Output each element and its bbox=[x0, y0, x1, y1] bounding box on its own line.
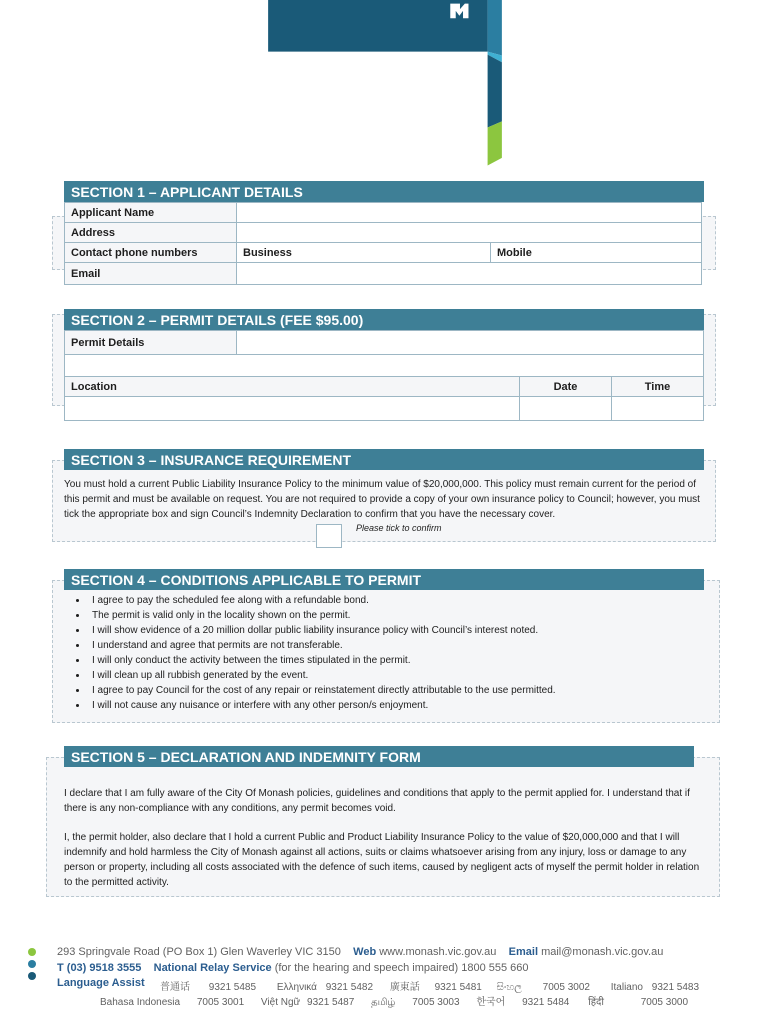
language-name: Việt Ngữ bbox=[260, 997, 301, 1008]
footer-language-label: Language Assist bbox=[57, 977, 145, 989]
mobile-label: Mobile bbox=[497, 246, 532, 259]
tick-hint: Please tick to confirm bbox=[356, 523, 442, 533]
language-name: हिंदी bbox=[588, 997, 604, 1008]
page-year: 2023/2024 bbox=[41, 116, 122, 135]
language-number: 7005 3003 bbox=[412, 997, 460, 1008]
location-label: Location bbox=[65, 377, 520, 397]
footer-dot-light-blue-icon bbox=[28, 960, 36, 968]
declaration-text-1: I declare that I am fully aware of the City Of Monash policies, guidelines and conditions that apply to the permit applied for. I understand that if there is any non-compliance with any conditions, any permit becomes void. bbox=[64, 788, 690, 814]
language-name: Bahasa Indonesia bbox=[100, 997, 181, 1008]
language-number: 9321 5485 bbox=[208, 982, 257, 993]
insurance-text: You must hold a current Public Liability Insurance Policy to the minimum value of $20,000,000. This policy must remain current for the period of this permit and must be available on request. You are not required to provide a copy of your own insurance policy to Council; however, you must tick the appropriate box and sign Council’s Indemnity Declaration to confirm that you have the necessary cover. bbox=[64, 479, 700, 520]
page-subtitle: Community Laws bbox=[41, 91, 182, 110]
footer-email-label: Email bbox=[508, 946, 539, 958]
list-item: • I will not cause any nuisance or interfere with any other person/s enjoyment. bbox=[88, 698, 748, 713]
time-label: Time bbox=[612, 377, 704, 397]
section1-header: SECTION 1 – APPLICANT DETAILS bbox=[64, 181, 704, 202]
language-number: 7005 3002 bbox=[542, 982, 590, 993]
permit-details-table bbox=[64, 330, 704, 421]
conditions-list bbox=[46, 593, 748, 713]
language-name: Ελληνικά bbox=[276, 982, 317, 993]
language-number: 7005 3000 bbox=[640, 997, 689, 1008]
logo-name: MONASH bbox=[588, 86, 683, 103]
footer-relay-label: National Relay Service bbox=[153, 962, 272, 974]
section3-header: SECTION 3 – INSURANCE REQUIREMENT bbox=[64, 449, 704, 470]
email-label: Email bbox=[65, 263, 237, 285]
insurance-confirm-checkbox[interactable] bbox=[316, 524, 342, 548]
footer-email-link[interactable]: mail@monash.vic.gov.au bbox=[541, 946, 664, 958]
section4-header: SECTION 4 – CONDITIONS APPLICABLE TO PERMIT bbox=[64, 569, 704, 590]
list-item: • I agree to pay Council for the cost of any repair or reinstatement directly attributable to the use permitted. bbox=[88, 683, 748, 698]
contact-label: Contact phone numbers bbox=[65, 243, 237, 263]
language-row-1 bbox=[160, 978, 699, 993]
footer-address: 293 Springvale Road (PO Box 1) Glen Waverley VIC 3150 bbox=[57, 946, 341, 958]
language-number: 9321 5484 bbox=[522, 997, 570, 1008]
section2-header: SECTION 2 – PERMIT DETAILS (FEE $95.00) bbox=[64, 309, 704, 330]
logo-city-of: CITY OF bbox=[609, 75, 663, 86]
language-number: 7005 3001 bbox=[196, 997, 245, 1008]
list-item: • The permit is valid only in the locality shown on the permit. bbox=[88, 608, 748, 623]
address-field[interactable] bbox=[237, 223, 702, 243]
language-name: 한국어 bbox=[476, 997, 506, 1008]
list-item: • I will show evidence of a 20 million dollar public liability insurance policy with Council’s interest noted. bbox=[88, 623, 748, 638]
list-item: • I will clean up all rubbish generated by the event. bbox=[88, 668, 748, 683]
language-number: 9321 5482 bbox=[325, 982, 374, 993]
declaration-text-2: I, the permit holder, also declare that I hold a current Public and Product Liability Insurance Policy to the value of $20,000,000 and that I will indemnify and hold harmless the City of Monash against all actions, suits or claims whatsoever arising from any injury, loss or damage to any person or property, including all costs associated with the defence of such items, caused by negligent acts of myself the permit holder in relation to the permitted activity. bbox=[64, 832, 700, 888]
email-field[interactable] bbox=[237, 263, 702, 285]
page-title: Application for General Permit bbox=[41, 57, 374, 83]
footer-dot-dark-blue-icon bbox=[28, 972, 36, 980]
section5-header: SECTION 5 – DECLARATION AND INDEMNITY FORM bbox=[64, 746, 694, 767]
address-label: Address bbox=[65, 223, 237, 243]
footer-web-label: Web bbox=[353, 946, 377, 958]
permit-details-label: Permit Details bbox=[65, 331, 237, 355]
applicant-details-table bbox=[64, 202, 702, 285]
footer-relay-number: 1800 555 660 bbox=[461, 962, 529, 974]
date-field[interactable] bbox=[520, 397, 612, 421]
date-label: Date bbox=[520, 377, 612, 397]
time-field[interactable] bbox=[612, 397, 704, 421]
language-name: 普通话 bbox=[160, 982, 190, 993]
list-item: • I understand and agree that permits are not transferable. bbox=[88, 638, 748, 653]
language-number: 9321 5487 bbox=[307, 997, 355, 1008]
footer-phone: T (03) 9518 3555 bbox=[57, 962, 142, 974]
business-label: Business bbox=[243, 246, 292, 259]
language-name: தமிழ் bbox=[371, 997, 396, 1008]
footer-line-1 bbox=[57, 946, 663, 958]
list-item: • I agree to pay the scheduled fee along with a refundable bond. bbox=[88, 593, 748, 608]
language-number: 9321 5483 bbox=[651, 982, 700, 993]
business-phone-field[interactable] bbox=[237, 243, 491, 263]
language-number: 9321 5481 bbox=[434, 982, 482, 993]
location-field[interactable] bbox=[65, 397, 520, 421]
list-item: • I will only conduct the activity between the times stipulated in the permit. bbox=[88, 653, 748, 668]
applicant-name-field[interactable] bbox=[237, 203, 702, 223]
footer-web-link[interactable]: www.monash.vic.gov.au bbox=[379, 946, 497, 958]
language-name: සිංහල bbox=[496, 982, 522, 993]
footer-relay-note: (for the hearing and speech impaired) bbox=[274, 962, 459, 974]
language-name: Italiano bbox=[610, 982, 643, 993]
permit-details-field-2[interactable] bbox=[65, 355, 704, 377]
language-name: 廣東話 bbox=[389, 982, 420, 993]
permit-details-field[interactable] bbox=[237, 331, 704, 355]
language-row-2 bbox=[100, 993, 688, 1009]
footer-line-2 bbox=[57, 962, 529, 974]
footer-dot-green-icon bbox=[28, 948, 36, 956]
mobile-phone-field[interactable] bbox=[491, 243, 702, 263]
applicant-name-label: Applicant Name bbox=[65, 203, 237, 223]
